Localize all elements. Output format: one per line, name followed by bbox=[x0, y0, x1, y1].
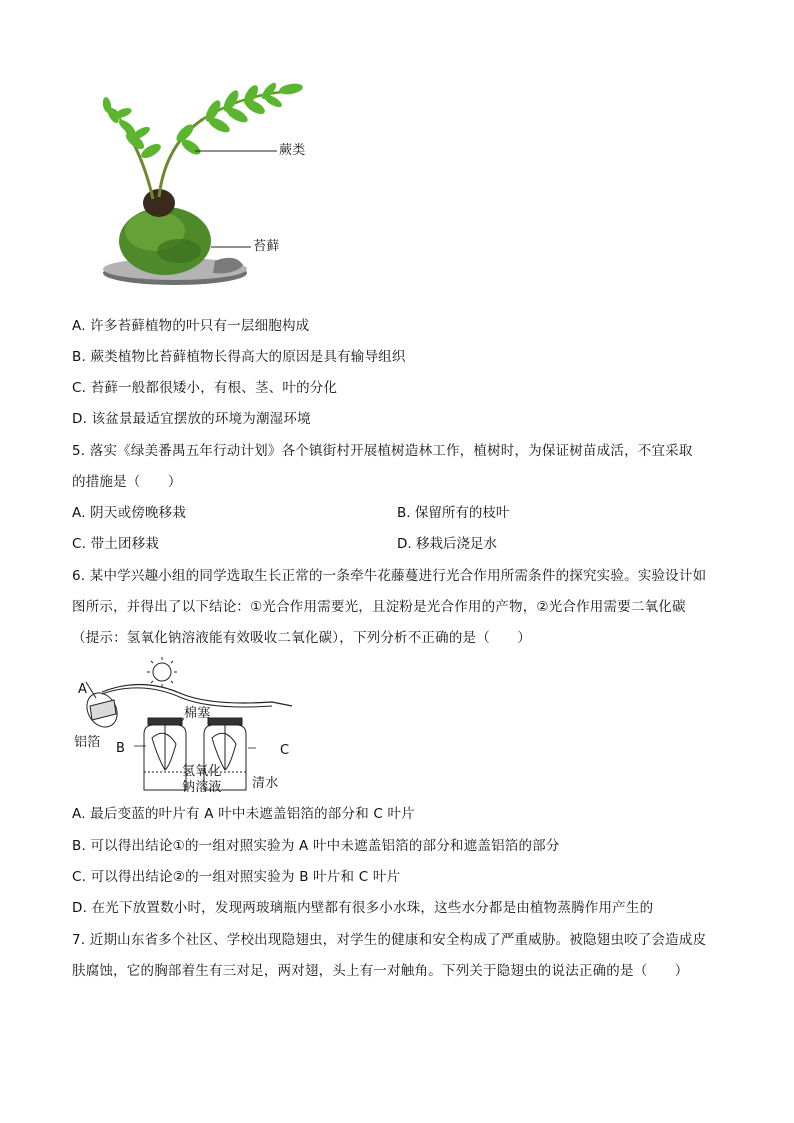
q6-stem-line3: （提示：氢氧化钠溶液能有效吸收二氧化碳），下列分析不正确的是（ ） bbox=[72, 630, 532, 646]
q6-stem-line2: 图所示，并得出了以下结论：①光合作用需要光，且淀粉是光合作用的产物，②光合作用需要二氧化碳 bbox=[72, 599, 686, 615]
q5-option-d: D. 移栽后浇足水 bbox=[397, 536, 497, 552]
fig-label-cotton: 棉塞 bbox=[184, 706, 211, 721]
q6-stem-line1: 6. 某中学兴趣小组的同学选取生长正常的一条牵牛花藤蔓进行光合作用所需条件的探究实验。实验设计如 bbox=[72, 568, 707, 584]
q4-option-d: D. 该盆景最适宜摆放的环境为潮湿环境 bbox=[72, 411, 311, 427]
fig-label-a: A bbox=[78, 682, 88, 697]
fig-label-water: 清水 bbox=[252, 776, 279, 791]
fern-frond-left bbox=[102, 96, 163, 160]
fig-label-naoh-2: 钠溶液 bbox=[182, 780, 222, 795]
fern-moss-bonsai-figure bbox=[95, 75, 335, 295]
q7-stem-line1: 7. 近期山东省多个社区、学校出现隐翅虫，对学生的健康和安全构成了严重威胁。被隐翅虫咬了会造成皮 bbox=[72, 932, 707, 948]
q5-option-b: B. 保留所有的枝叶 bbox=[397, 505, 510, 521]
q6-option-b: B. 可以得出结论①的一组对照实验为 A 叶中未遮盖铝箔的部分和遮盖铝箔的部分 bbox=[72, 838, 560, 854]
sun-icon bbox=[147, 657, 177, 687]
label-moss: 苔藓 bbox=[253, 239, 280, 254]
q6-option-c: C. 可以得出结论②的一组对照实验为 B 叶片和 C 叶片 bbox=[72, 869, 401, 885]
q5-stem-line1: 5. 落实《绿美番禺五年行动计划》各个镇街村开展植树造林工作，植树时，为保证树苗成活，不宜采取 bbox=[72, 443, 693, 459]
q6-option-a: A. 最后变蓝的叶片有 A 叶中未遮盖铝箔的部分和 C 叶片 bbox=[72, 806, 415, 822]
q4-option-a: A. 许多苔藓植物的叶只有一层细胞构成 bbox=[72, 318, 310, 334]
fig-label-foil: 铝箔 bbox=[74, 735, 101, 750]
q6-option-d: D. 在光下放置数小时，发现两玻璃瓶内壁都有很多小水珠，这些水分都是由植物蒸腾作用产生的 bbox=[72, 900, 654, 916]
bottle-b bbox=[144, 718, 186, 790]
q4-option-b: B. 蕨类植物比苔藓植物长得高大的原因是具有输导组织 bbox=[72, 349, 406, 365]
fig-label-b: B bbox=[116, 741, 126, 756]
q7-stem-line2: 肤腐蚀，它的胸部着生有三对足，两对翅，头上有一对触角。下列关于隐翅虫的说法正确的是（ ） bbox=[72, 963, 689, 979]
q5-stem-line2: 的措施是（ ） bbox=[72, 474, 182, 490]
q4-option-c: C. 苔藓一般都很矮小，有根、茎、叶的分化 bbox=[72, 380, 338, 396]
label-fern: 蕨类 bbox=[279, 143, 306, 158]
fig-label-c: C bbox=[280, 743, 290, 758]
moss-ball bbox=[119, 207, 211, 275]
fig-label-naoh-1: 氢氧化 bbox=[182, 764, 222, 779]
q5-option-a: A. 阴天或傍晚移栽 bbox=[72, 505, 187, 521]
q5-option-c: C. 带土团移栽 bbox=[72, 536, 160, 552]
